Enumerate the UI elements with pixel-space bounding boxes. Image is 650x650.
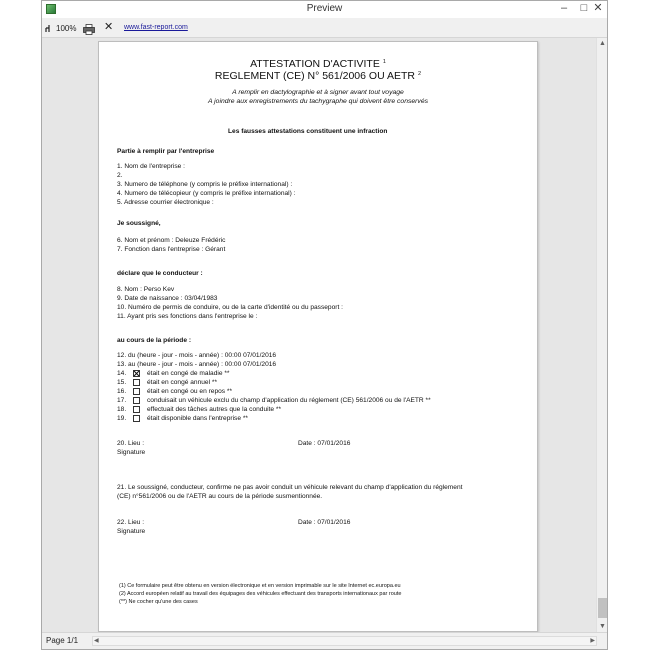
checkbox-conge-annuel[interactable] (133, 379, 140, 386)
print-button[interactable] (83, 22, 95, 33)
zoom-icon (45, 24, 54, 33)
close-preview-button[interactable]: ✕ (104, 21, 114, 33)
lieu-label: 22. Lieu : (117, 519, 145, 526)
company-line: 4. Numero de télécopieur (y compris le préfixe international) : (117, 190, 296, 197)
checkbox-maladie[interactable] (133, 370, 140, 377)
statement-line: 21. Le soussigné, conducteur, confirme ne pas avoir conduit un véhicule relevant du champ d'application du réglement (117, 484, 463, 491)
horizontal-scrollbar[interactable] (92, 636, 597, 646)
checkbox-label: était en congé annuel ** (147, 379, 218, 386)
date-label: Date : 07/01/2016 (298, 519, 351, 526)
checkbox-num: 19. (117, 415, 127, 422)
checkbox-label: était en congé ou en repos ** (147, 388, 233, 395)
scroll-right-arrow-icon[interactable]: ▶ (590, 638, 595, 644)
checkbox-disponible[interactable] (133, 415, 140, 422)
checkbox-label: était disponible dans l'entreprise ** (147, 415, 248, 422)
checkbox-num: 15. (117, 379, 127, 386)
printer-icon (83, 24, 95, 35)
window-title: Preview (306, 3, 343, 14)
company-line: 3. Numero de téléphone (y compris le préfixe international) : (117, 181, 293, 188)
fast-report-link[interactable]: www.fast-report.com (124, 24, 188, 31)
checkbox-num: 17. (117, 397, 127, 404)
company-line: 5. Adresse courrier électronique : (117, 199, 214, 206)
preview-window (41, 0, 608, 650)
doc-title-line1: ATTESTATION D'ACTIVITE $^1$ (250, 58, 386, 70)
footnote: (**) Ne cocher qu'une des cases (119, 599, 198, 605)
scroll-thumb[interactable] (598, 598, 607, 618)
signature-label: Signature (117, 528, 146, 535)
checkbox-label: effectuait des tâches autres que la conduite ** (147, 406, 282, 413)
vertical-scrollbar[interactable] (596, 38, 607, 632)
checkbox-num: 18. (117, 406, 127, 413)
date-label: Date : 07/01/2016 (298, 440, 351, 447)
maximize-button[interactable]: □ (580, 2, 588, 14)
section-driver-heading: déclare que le conducteur : (117, 270, 203, 277)
scroll-down-arrow-icon[interactable]: ▼ (599, 623, 606, 630)
preview-viewport[interactable] (42, 38, 596, 632)
footnote: (2) Accord européen relatif au travail des équipages des véhicules effectuant des transports internationaux par route (119, 591, 402, 597)
page-indicator: Page 1/1 (46, 636, 79, 645)
signer-line: 7. Fonction dans l'entreprise : Gérant (117, 246, 226, 253)
checkbox-num: 16. (117, 388, 127, 395)
lieu-label: 20. Lieu : (117, 440, 145, 447)
doc-subtitle-1: A remplir en dactylographie et à signer avant tout voyage (232, 89, 404, 96)
zoom-button[interactable] (45, 22, 76, 35)
period-line: 12. du (heure - jour - mois - année) : 00:00 07/01/2016 (117, 352, 277, 359)
checkbox-repos[interactable] (133, 388, 140, 395)
doc-warning: Les fausses attestations constituent une infraction (228, 128, 388, 135)
company-line: 2. (117, 172, 123, 179)
driver-line: 10. Numéro de permis de conduire, ou de la carte d'identité ou du passeport : (117, 304, 343, 311)
checkbox-label: conduisait un véhicule exclu du champ d'application du réglement (CE) 561/2006 ou de l'AETR ** (147, 397, 431, 404)
checkbox-vehicule-exclu[interactable] (133, 397, 140, 404)
signer-line: 6. Nom et prénom : Deleuze Frédéric (117, 237, 226, 244)
close-window-button[interactable]: ✕ (593, 2, 603, 14)
period-line: 13. au (heure - jour - mois - année) : 00:00 07/01/2016 (117, 361, 277, 368)
statement-line: (CE) n°561/2006 ou de l'AETR au cours de la période susmentionnée. (117, 493, 323, 500)
company-line: 1. Nom de l'entreprise : (117, 163, 185, 170)
document-page (98, 41, 538, 632)
title-bar (42, 1, 607, 18)
signature-label: Signature (117, 449, 146, 456)
doc-title-line2: REGLEMENT (CE) N° 561/2006 OU AETR $^2$ (214, 70, 422, 82)
doc-subtitle-2: A joindre aux enregistrements du tachygraphe qui doivent être conservés (207, 98, 429, 105)
minimize-button[interactable]: – (560, 2, 568, 14)
section-company-heading: Partie à remplir par l'entreprise (117, 148, 215, 155)
scroll-up-arrow-icon[interactable]: ▲ (599, 40, 606, 47)
zoom-label: 100% (56, 24, 77, 33)
footnote: (1) Ce formulaire peut être obtenu en version électronique et en version imprimable sur le site Internet ec.europa.eu (119, 583, 401, 589)
checkbox-autres-taches[interactable] (133, 406, 140, 413)
status-bar (42, 632, 607, 649)
section-signer-heading: Je soussigné, (117, 220, 161, 227)
driver-line: 8. Nom : Perso Kev (117, 286, 175, 293)
checkbox-label: était en congé de maladie ** (147, 370, 230, 377)
checkbox-num: 14. (117, 370, 127, 377)
driver-line: 11. Ayant pris ses fonctions dans l'entreprise le : (117, 313, 258, 320)
toolbar (42, 18, 607, 38)
driver-line: 9. Date de naissance : 03/04/1983 (117, 295, 218, 302)
section-period-heading: au cours de la période : (117, 337, 192, 344)
scroll-left-arrow-icon[interactable]: ◀ (94, 638, 99, 644)
